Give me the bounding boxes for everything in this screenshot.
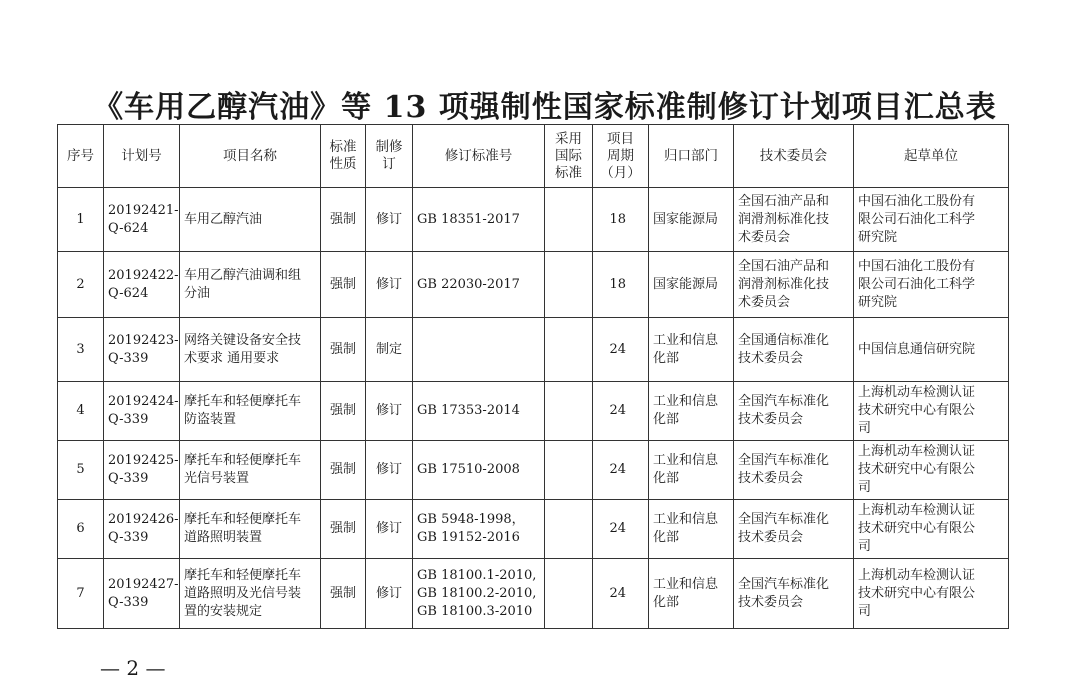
cell-dept: 国家能源局 bbox=[649, 252, 734, 318]
cell-period: 24 bbox=[593, 318, 649, 382]
cell-intl bbox=[545, 441, 593, 500]
cell-std: GB 22030-2017 bbox=[413, 252, 545, 318]
cell-period: 24 bbox=[593, 441, 649, 500]
cell-nature: 强制 bbox=[321, 559, 366, 629]
project-table bbox=[57, 124, 1009, 629]
cell-name: 摩托车和轻便摩托车 防盗装置 bbox=[180, 382, 321, 441]
cell-nature: 强制 bbox=[321, 188, 366, 252]
cell-intl bbox=[545, 382, 593, 441]
table-row bbox=[58, 382, 1009, 441]
cell-committee: 全国石油产品和 润滑剂标准化技 术委员会 bbox=[734, 188, 854, 252]
column-header: 序号 bbox=[58, 125, 104, 188]
cell-committee: 全国汽车标准化 技术委员会 bbox=[734, 500, 854, 559]
cell-name: 摩托车和轻便摩托车 道路照明装置 bbox=[180, 500, 321, 559]
cell-dept: 工业和信息 化部 bbox=[649, 500, 734, 559]
cell-committee: 全国汽车标准化 技术委员会 bbox=[734, 441, 854, 500]
cell-plan: 20192422- Q-624 bbox=[104, 252, 180, 318]
cell-no: 4 bbox=[58, 382, 104, 441]
cell-nature: 强制 bbox=[321, 441, 366, 500]
cell-no: 6 bbox=[58, 500, 104, 559]
cell-plan: 20192427- Q-339 bbox=[104, 559, 180, 629]
cell-drafter: 上海机动车检测认证 技术研究中心有限公 司 bbox=[854, 559, 1009, 629]
cell-period: 24 bbox=[593, 382, 649, 441]
cell-type: 制定 bbox=[366, 318, 413, 382]
cell-no: 7 bbox=[58, 559, 104, 629]
cell-type: 修订 bbox=[366, 382, 413, 441]
cell-drafter: 中国信息通信研究院 bbox=[854, 318, 1009, 382]
cell-plan: 20192424- Q-339 bbox=[104, 382, 180, 441]
table-row bbox=[58, 188, 1009, 252]
cell-dept: 工业和信息 化部 bbox=[649, 559, 734, 629]
cell-no: 5 bbox=[58, 441, 104, 500]
cell-period: 18 bbox=[593, 188, 649, 252]
cell-type: 修订 bbox=[366, 559, 413, 629]
cell-drafter: 上海机动车检测认证 技术研究中心有限公 司 bbox=[854, 382, 1009, 441]
cell-nature: 强制 bbox=[321, 318, 366, 382]
table-row bbox=[58, 318, 1009, 382]
column-header: 计划号 bbox=[104, 125, 180, 188]
cell-drafter: 上海机动车检测认证 技术研究中心有限公 司 bbox=[854, 500, 1009, 559]
cell-name: 摩托车和轻便摩托车 光信号装置 bbox=[180, 441, 321, 500]
cell-committee: 全国石油产品和 润滑剂标准化技 术委员会 bbox=[734, 252, 854, 318]
cell-period: 24 bbox=[593, 559, 649, 629]
cell-no: 1 bbox=[58, 188, 104, 252]
table-row bbox=[58, 500, 1009, 559]
column-header: 项目名称 bbox=[180, 125, 321, 188]
table-row bbox=[58, 252, 1009, 318]
cell-intl bbox=[545, 559, 593, 629]
cell-plan: 20192421- Q-624 bbox=[104, 188, 180, 252]
cell-no: 2 bbox=[58, 252, 104, 318]
cell-name: 车用乙醇汽油调和组 分油 bbox=[180, 252, 321, 318]
column-header: 起草单位 bbox=[854, 125, 1009, 188]
cell-name: 车用乙醇汽油 bbox=[180, 188, 321, 252]
cell-nature: 强制 bbox=[321, 382, 366, 441]
cell-name: 网络关键设备安全技 术要求 通用要求 bbox=[180, 318, 321, 382]
cell-plan: 20192426- Q-339 bbox=[104, 500, 180, 559]
cell-type: 修订 bbox=[366, 441, 413, 500]
cell-dept: 工业和信息 化部 bbox=[649, 318, 734, 382]
column-header: 项目 周期 （月） bbox=[593, 125, 649, 188]
page-title: 《车用乙醇汽油》等 13 项强制性国家标准制修订计划项目汇总表 bbox=[93, 90, 997, 125]
cell-type: 修订 bbox=[366, 188, 413, 252]
cell-period: 18 bbox=[593, 252, 649, 318]
cell-committee: 全国汽车标准化 技术委员会 bbox=[734, 559, 854, 629]
cell-plan: 20192423- Q-339 bbox=[104, 318, 180, 382]
cell-drafter: 上海机动车检测认证 技术研究中心有限公 司 bbox=[854, 441, 1009, 500]
cell-period: 24 bbox=[593, 500, 649, 559]
cell-std: GB 18100.1-2010, GB 18100.2-2010, GB 18100.3-2010 bbox=[413, 559, 545, 629]
cell-nature: 强制 bbox=[321, 500, 366, 559]
column-header: 标准 性质 bbox=[321, 125, 366, 188]
cell-intl bbox=[545, 188, 593, 252]
column-header: 采用 国际 标准 bbox=[545, 125, 593, 188]
cell-committee: 全国汽车标准化 技术委员会 bbox=[734, 382, 854, 441]
cell-no: 3 bbox=[58, 318, 104, 382]
cell-std: GB 17510-2008 bbox=[413, 441, 545, 500]
cell-nature: 强制 bbox=[321, 252, 366, 318]
cell-intl bbox=[545, 318, 593, 382]
column-header: 制修 订 bbox=[366, 125, 413, 188]
column-header: 技术委员会 bbox=[734, 125, 854, 188]
cell-drafter: 中国石油化工股份有 限公司石油化工科学 研究院 bbox=[854, 252, 1009, 318]
page-number: — 2 — bbox=[100, 656, 166, 680]
cell-std bbox=[413, 318, 545, 382]
table-row bbox=[58, 559, 1009, 629]
cell-std: GB 17353-2014 bbox=[413, 382, 545, 441]
cell-name: 摩托车和轻便摩托车 道路照明及光信号装 置的安装规定 bbox=[180, 559, 321, 629]
cell-dept: 工业和信息 化部 bbox=[649, 382, 734, 441]
cell-type: 修订 bbox=[366, 500, 413, 559]
cell-dept: 国家能源局 bbox=[649, 188, 734, 252]
cell-committee: 全国通信标准化 技术委员会 bbox=[734, 318, 854, 382]
cell-std: GB 5948-1998， GB 19152-2016 bbox=[413, 500, 545, 559]
cell-intl bbox=[545, 500, 593, 559]
column-header: 修订标准号 bbox=[413, 125, 545, 188]
cell-type: 修订 bbox=[366, 252, 413, 318]
cell-std: GB 18351-2017 bbox=[413, 188, 545, 252]
cell-plan: 20192425- Q-339 bbox=[104, 441, 180, 500]
table-header-row bbox=[58, 125, 1009, 188]
column-header: 归口部门 bbox=[649, 125, 734, 188]
cell-intl bbox=[545, 252, 593, 318]
cell-drafter: 中国石油化工股份有 限公司石油化工科学 研究院 bbox=[854, 188, 1009, 252]
cell-dept: 工业和信息 化部 bbox=[649, 441, 734, 500]
table-row bbox=[58, 441, 1009, 500]
